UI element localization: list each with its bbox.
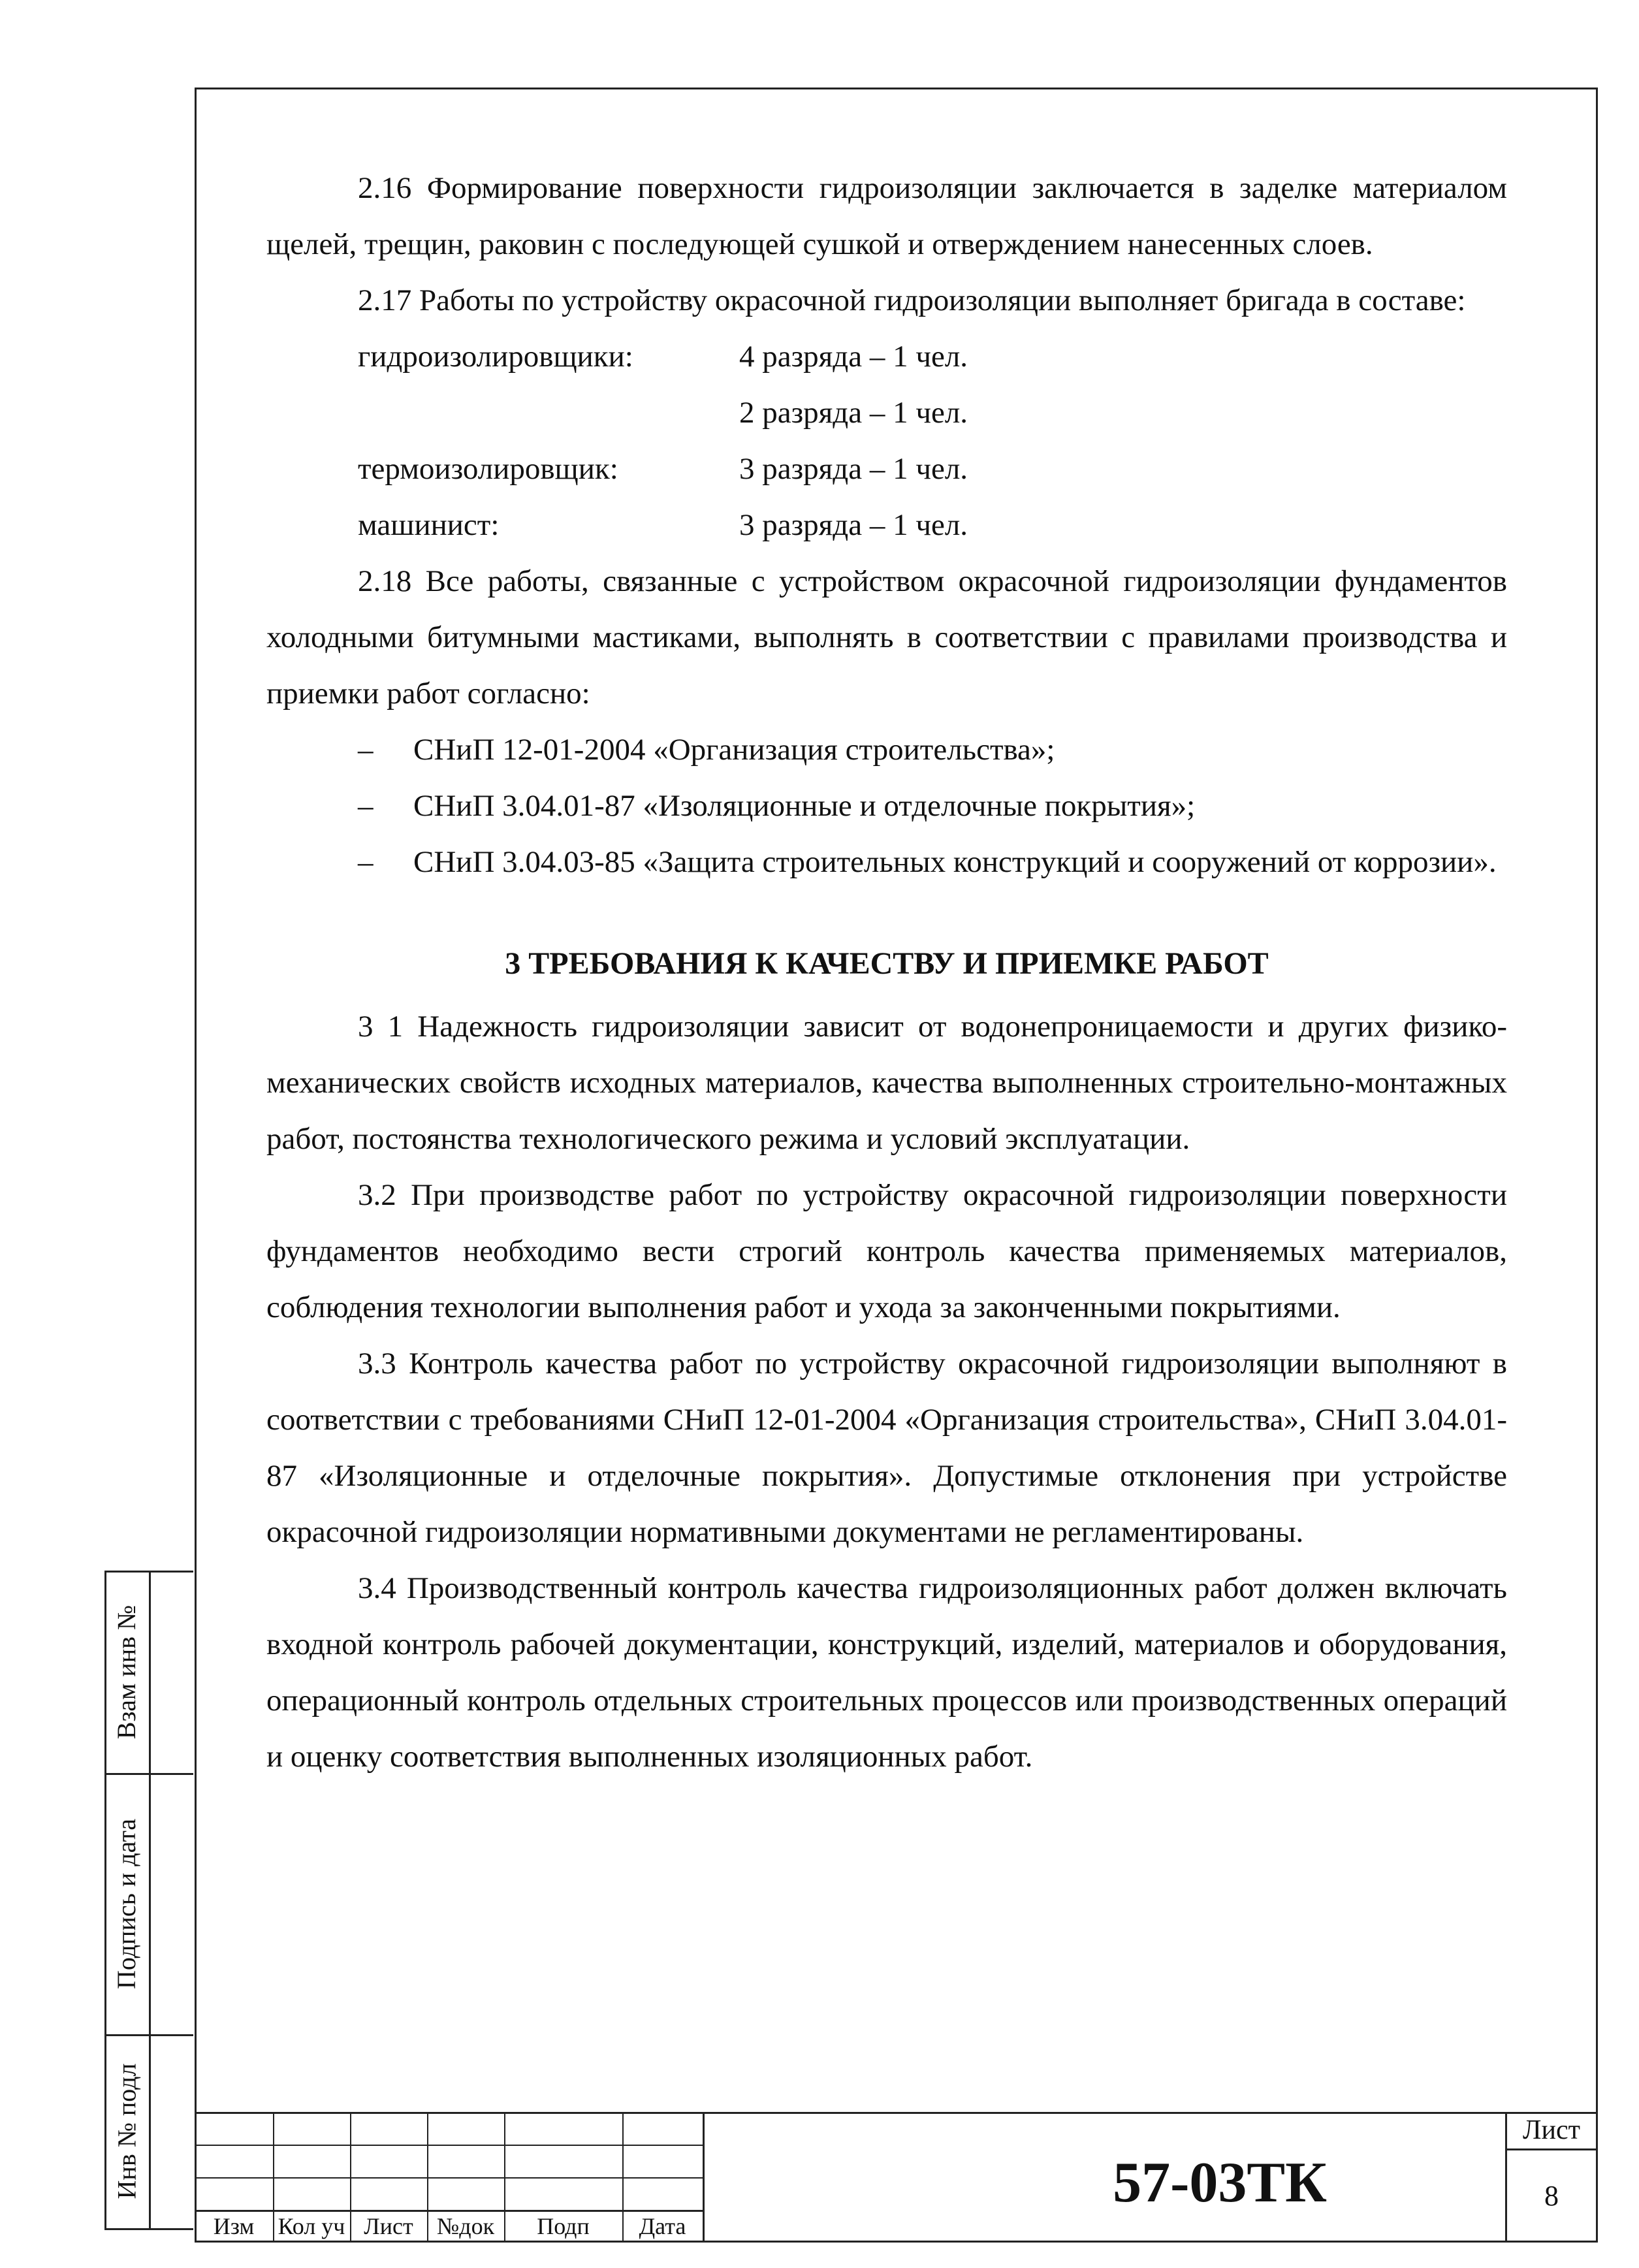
paragraph-2-18: 2.18 Все работы, связанные с устройством окрасочной гидроизоляции фундаментов холодными битумными мастиками, выполнять в соответствии с правилами производства и приемки работ согласно:: [266, 564, 1507, 711]
col-izm: Изм: [213, 2213, 255, 2239]
replace-inv-label-cell: [104, 1571, 149, 1773]
crew-role: гидроизолировщики:: [358, 340, 633, 374]
crew-row: [266, 385, 1507, 441]
col-kol-uch: Кол уч: [278, 2213, 345, 2239]
tb-line: [703, 2112, 705, 2243]
paragraph-3-4: 3.4 Производственный контроль качества гидроизоляционных работ должен включать входной контроль рабочей документации, конструкций, изделий, материалов и оборудования, операционный контроль отдельных строительных процессов или производственных операций и оценку соответствия выполненных изоляционных работ.: [266, 1571, 1507, 1774]
side-stamp: [104, 1571, 193, 2230]
replace-inv-label: Взам инв №: [112, 1605, 142, 1739]
crew-row: [266, 328, 1507, 385]
document-code: 57-03ТК: [1113, 2150, 1327, 2214]
bullet-text: СНиП 3.04.01-87 «Изоляционные и отделочные покрытия»;: [413, 789, 1196, 823]
bullet-item: [266, 722, 1507, 778]
paragraph-3-3: 3.3 Контроль качества работ по устройству окрасочной гидроизоляции выполняют в соответствии с требованиями СНиП 12-01-2004 «Организация строительства», СНиП 3.04.01-87 «Изоляционные и отделочные покрытия». Допустимые отклонения при устройстве окрасочной гидроизоляции нормативными документами не регламентированы.: [266, 1347, 1507, 1549]
bullet-item: [266, 834, 1507, 890]
col-data: Дата: [639, 2213, 686, 2239]
bullet-dash: –: [358, 845, 374, 879]
side-line: [149, 1571, 151, 2230]
bullet-text: СНиП 12-01-2004 «Организация строительства»;: [413, 733, 1055, 767]
bullet-dash: –: [358, 733, 374, 767]
paragraph-2-16: 2.16 Формирование поверхности гидроизоляции заключается в заделке материалом щелей, трещин, раковин с последующей сушкой и отверждением нанесенных слоев.: [266, 171, 1507, 261]
tb-line: [195, 2177, 703, 2179]
crew-rank: 4 разряда – 1 чел.: [739, 340, 968, 374]
sheet-label: Лист: [1523, 2115, 1580, 2145]
crew-role: термоизолировщик:: [358, 452, 618, 486]
crew-rank: 3 разряда – 1 чел.: [739, 452, 968, 486]
col-podp: Подп: [537, 2213, 590, 2239]
col-list: Лист: [364, 2213, 413, 2239]
title-block: [195, 2112, 1598, 2243]
bullet-text: СНиП 3.04.03-85 «Защита строительных конструкций и сооружений от коррозии».: [413, 845, 1497, 879]
original-inv-label: Инв № подл: [112, 2063, 142, 2199]
section-3-title: 3 ТРЕБОВАНИЯ К КАЧЕСТВУ И ПРИЕМКЕ РАБОТ: [505, 946, 1269, 981]
signature-date-label-cell: [104, 1773, 149, 2034]
paragraph-3-1: 3 1 Надежность гидроизоляции зависит от водонепроницаемости и других физико-механических свойств исходных материалов, качества выполненных строительно-монтажных работ, постоянства технологического режима и условий эксплуатации.: [266, 1010, 1507, 1156]
crew-row: [266, 497, 1507, 553]
tb-line: [195, 2145, 703, 2146]
crew-row: [266, 441, 1507, 497]
paragraph-2-17: 2.17 Работы по устройству окрасочной гидроизоляции выполняет бригада в составе:: [358, 283, 1466, 317]
side-divider: [104, 2228, 193, 2230]
crew-role: машинист:: [358, 508, 500, 542]
col-ndok: №док: [436, 2213, 495, 2239]
signature-date-label: Подпись и дата: [112, 1818, 142, 1989]
tb-line: [195, 2112, 1598, 2114]
bullet-dash: –: [358, 789, 374, 823]
document-body: [266, 160, 1507, 1785]
sheet-number: 8: [1544, 2179, 1559, 2212]
crew-rank: 3 разряда – 1 чел.: [739, 508, 968, 542]
bullet-item: [266, 778, 1507, 834]
original-inv-label-cell: [104, 2034, 149, 2228]
crew-rank: 2 разряда – 1 чел.: [739, 396, 968, 430]
paragraph-3-2: 3.2 При производстве работ по устройству окрасочной гидроизоляции поверхности фундаментов необходимо вести строгий контроль качества применяемых материалов, соблюдения технологии выполнения работ и ухода за законченными покрытиями.: [266, 1178, 1507, 1324]
